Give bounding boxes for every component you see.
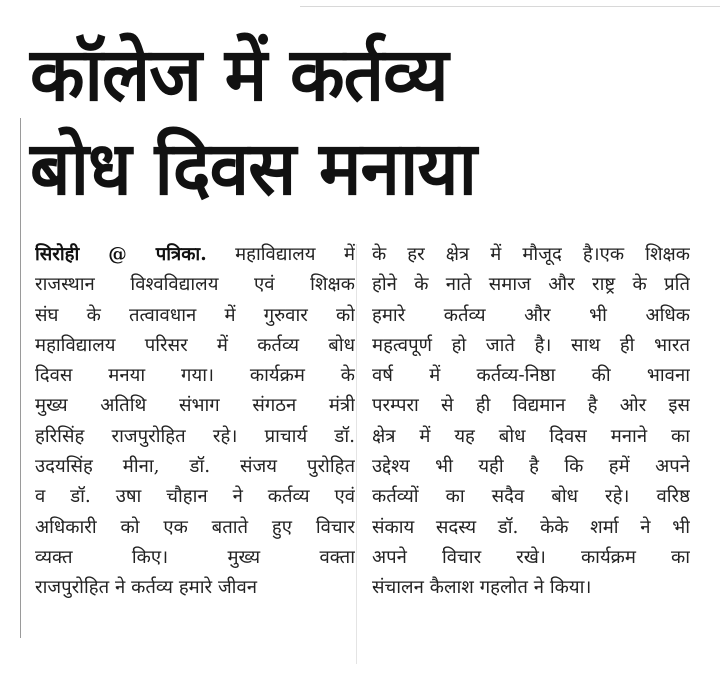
article-line-text: संचालन कैलाश गहलोत ने किया। xyxy=(372,577,592,599)
article-line-text: राजस्थान विश्वविद्यालय एवं शिक्षक xyxy=(35,274,355,296)
article-line-text: संकाय सदस्य डॉ. केके शर्मा ने भी xyxy=(372,516,690,538)
article-line-text: महाविद्यालय परिसर में कर्तव्य बोध xyxy=(35,334,355,356)
article-line xyxy=(35,331,355,361)
article-line-text: कर्तव्यों का सदैव बोध रहे। वरिष्ठ xyxy=(372,486,690,508)
article-line xyxy=(372,301,690,331)
article-line-text: होने के नाते समाज और राष्ट्र के प्रति xyxy=(372,274,690,296)
article-line xyxy=(372,361,690,391)
article-line xyxy=(372,422,690,452)
article-line-text: के हर क्षेत्र में मौजूद है।एक शिक्षक xyxy=(372,244,690,265)
article-line-text: दिवस मनया गया। कार्यक्रम के xyxy=(35,365,355,387)
article-line xyxy=(35,301,355,331)
article-line-text: राजपुरोहित ने कर्तव्य हमारे जीवन xyxy=(35,577,258,599)
article-line-text: व्यक्त किए। मुख्य वक्ता xyxy=(35,546,355,568)
article-line-text: महाविद्यालय में xyxy=(235,244,355,265)
article-line xyxy=(372,391,690,421)
article-line-text: मुख्य अतिथि संभाग संगठन मंत्री xyxy=(35,395,355,417)
top-rule xyxy=(300,0,720,7)
article-line-text: हरिसिंह राजपुरोहित रहे। प्राचार्य डॉ. xyxy=(35,425,355,447)
article-line xyxy=(35,482,355,512)
headline xyxy=(30,28,683,216)
article-line-text: उदयसिंह मीना, डॉ. संजय पुरोहित xyxy=(35,456,355,478)
article-right-column xyxy=(372,240,690,670)
article-line xyxy=(372,513,690,543)
dateline: सिरोही @ पत्रिका. xyxy=(35,244,207,265)
article-line xyxy=(372,452,690,482)
article-line-text: हमारे कर्तव्य और भी अधिक xyxy=(372,304,690,326)
headline-line-2: बोध दिवस मनाया xyxy=(30,126,477,212)
article-line xyxy=(35,543,355,573)
article-line xyxy=(35,513,355,543)
article-line xyxy=(35,240,355,270)
article-left-column xyxy=(35,240,355,670)
article-line xyxy=(372,270,690,300)
article-line-text: व डॉ. उषा चौहान ने कर्तव्य एवं xyxy=(35,486,355,508)
article-line-text: संघ के तत्वावधान में गुरुवार को xyxy=(35,304,355,326)
headline-line-1: कॉलेज में कर्तव्य xyxy=(30,32,448,118)
article-line xyxy=(372,482,690,512)
article-line xyxy=(372,331,690,361)
article-line-text: अपने विचार रखे। कार्यक्रम का xyxy=(372,546,690,568)
left-margin-rule xyxy=(20,118,21,638)
article-line-text: क्षेत्र में यह बोध दिवस मनाने का xyxy=(372,425,690,447)
article-line xyxy=(372,573,690,603)
article-line-text: उद्देश्य भी यही है कि हमें अपने xyxy=(372,456,690,478)
article-line xyxy=(35,391,355,421)
article-line xyxy=(35,422,355,452)
article-line-text: वर्ष में कर्तव्य-निष्ठा की भावना xyxy=(372,365,690,387)
article-line xyxy=(372,543,690,573)
article-line-text: महत्वपूर्ण हो जाते है। साथ ही भारत xyxy=(372,334,690,356)
article-line xyxy=(35,573,355,603)
article-line xyxy=(35,361,355,391)
article-line xyxy=(35,270,355,300)
column-divider xyxy=(356,244,357,664)
article-line xyxy=(372,240,690,270)
article-line-text: परम्परा से ही विद्यमान है ओर इस xyxy=(372,395,690,417)
article-line-text: अधिकारी को एक बताते हुए विचार xyxy=(35,516,355,538)
article-line xyxy=(35,452,355,482)
